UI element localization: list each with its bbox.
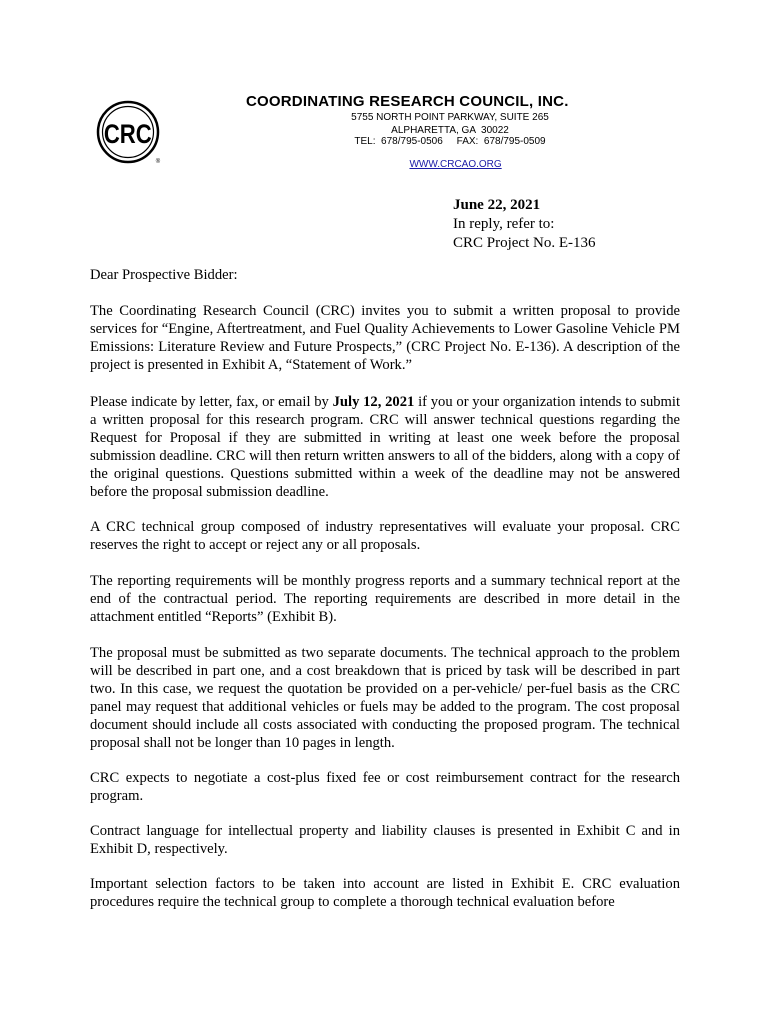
paragraph-text: The proposal must be submitted as two separate documents. The technical approach to the problem will be described in part one, and a cost breakdown that is priced by task will be described in part two. In this case, we request the quotation be provided on a per-vehicle/ per-fuel basis as the CRC panel may request that additional vehicles or fuels may be added to the program. The cost proposal document should include all costs associated with conducting the proposed program. The technical proposal shall not be longer than 10 pages in length. [90, 645, 680, 751]
paragraph-contract-language [90, 822, 680, 858]
paragraph-proposal-format [90, 644, 680, 752]
registered-mark: ® [155, 159, 161, 165]
logo-text: CRC [103, 120, 152, 150]
letter-date: June 22, 2021 [453, 197, 541, 213]
paragraph-text: The Coordinating Research Council (CRC) invites you to submit a written proposal to provide services for “Engine, Aftertreatment, and Fuel Quality Achievements to Lower Gasoline Vehicle PM Emissions: Literature Review and Future Prospects,” (CRC Project No. E-136). A description of the project is presented in Exhibit A, “Statement of Work.” [90, 303, 680, 373]
website-link[interactable]: WWW.CRCAO.ORG [409, 159, 502, 170]
phone-fax-line: TEL: 678/795-0506 FAX: 678/795-0509 [354, 136, 546, 147]
paragraph-reporting [90, 572, 680, 626]
paragraph-evaluation [90, 518, 680, 554]
paragraph-text: The reporting requirements will be monthly progress reports and a summary technical report at the end of the contractual period. The reporting requirements are described in more detail in the attachment entitled “Reports” (Exhibit B). [90, 573, 680, 625]
deadline-details: if you or your organization intends to submit a written proposal for this research program. CRC will answer technical questions regarding the Request for Proposal if they are submitted in writing at least one week before the proposal submission deadline. CRC will then return written answers to all of the bidders, along with a copy of the original questions. Questions submitted within a week of the deadline may not be answered before the proposal submission deadline. [90, 394, 681, 500]
paragraph-selection-factors [90, 875, 680, 911]
paragraph-text: A CRC technical group composed of industry representatives will evaluate your proposal. CRC reserves the right to accept or reject any or all proposals. [90, 519, 680, 553]
reply-line: In reply, refer to: [453, 216, 555, 232]
crc-logo-icon [95, 100, 163, 166]
paragraph-text [90, 393, 680, 501]
deadline-intro: Please indicate by letter, fax, or email by [90, 394, 333, 410]
paragraph-deadline [90, 393, 680, 501]
salutation-text: Dear Prospective Bidder: [90, 267, 238, 283]
paragraph-invitation [90, 302, 680, 374]
paragraph-text: CRC expects to negotiate a cost-plus fixed fee or cost reimbursement contract for the research program. [90, 770, 680, 804]
org-name: COORDINATING RESEARCH COUNCIL, INC. [246, 93, 569, 110]
paragraph-text: Contract language for intellectual property and liability clauses is presented in Exhibit C and in Exhibit D, respectively. [90, 823, 680, 857]
address-line-1: 5755 NORTH POINT PARKWAY, SUITE 265 [351, 112, 549, 123]
project-reference: CRC Project No. E-136 [453, 235, 596, 251]
website-line [300, 148, 600, 181]
paragraph-text: Important selection factors to be taken into account are listed in Exhibit E. CRC evaluation procedures require the technical group to complete a thorough technical evaluation before [90, 876, 680, 910]
address-line-2: ALPHARETTA, GA 30022 [391, 125, 509, 136]
deadline-date: July 12, 2021 [332, 394, 415, 410]
paragraph-contract-type [90, 769, 680, 805]
salutation [90, 266, 680, 284]
date-block [453, 196, 596, 253]
